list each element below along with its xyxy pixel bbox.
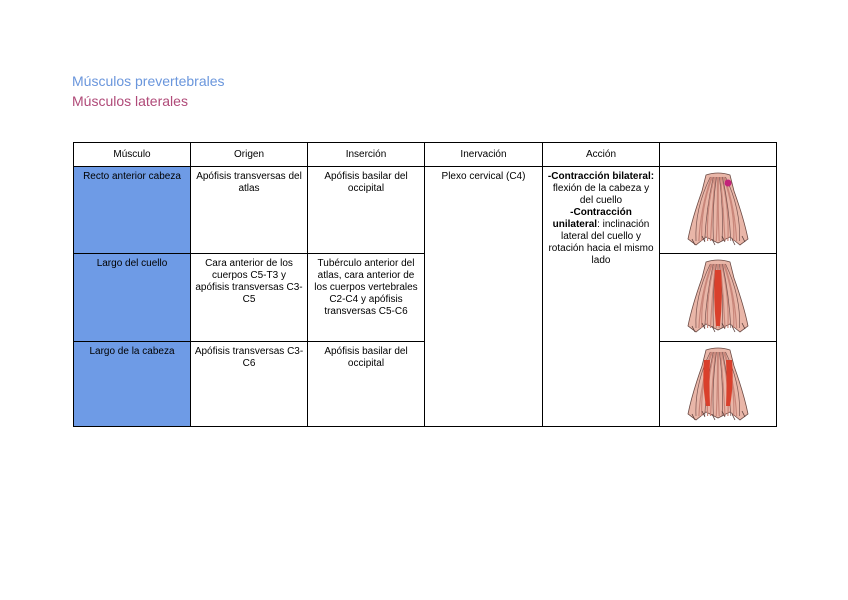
insertion-cell: Tubérculo anterior del atlas, cara anterior de los cuerpos vertebrales C2-C4 y apófisis transversas C5-C6 bbox=[308, 254, 425, 342]
neck-muscle-illustration-icon bbox=[682, 344, 754, 424]
image-cell bbox=[660, 167, 777, 254]
header-insertion: Inserción bbox=[308, 143, 425, 167]
origin-cell: Apófisis transversas C3-C6 bbox=[191, 342, 308, 427]
image-cell bbox=[660, 254, 777, 342]
muscle-name-cell: Largo del cuello bbox=[74, 254, 191, 342]
table-row bbox=[74, 167, 777, 254]
bilateral-text: flexión de la cabeza y del cuello bbox=[552, 183, 650, 206]
insertion-cell: Apófisis basilar del occipital bbox=[308, 167, 425, 254]
origin-cell: Apófisis transversas del atlas bbox=[191, 167, 308, 254]
heading-lateral: Músculos laterales bbox=[72, 93, 188, 109]
muscle-name-cell: Recto anterior cabeza bbox=[74, 167, 191, 254]
innervation-cell: Plexo cervical (C4) bbox=[425, 167, 543, 427]
unilateral-text: : inclinación lateral del cuello y rotación hacia el mismo lado bbox=[548, 219, 654, 266]
unilateral-label: -Contracción unilateral bbox=[552, 207, 632, 230]
header-muscle: Músculo bbox=[74, 143, 191, 167]
origin-cell: Cara anterior de los cuerpos C5-T3 y apófisis transversas C3-C5 bbox=[191, 254, 308, 342]
muscle-table bbox=[73, 142, 777, 427]
action-cell bbox=[543, 167, 660, 427]
image-cell bbox=[660, 342, 777, 427]
header-image bbox=[660, 143, 777, 167]
header-origin: Origen bbox=[191, 143, 308, 167]
bilateral-label: -Contracción bilateral: bbox=[547, 171, 655, 182]
header-action: Acción bbox=[543, 143, 660, 167]
insertion-cell: Apófisis basilar del occipital bbox=[308, 342, 425, 427]
table-header-row bbox=[74, 143, 777, 167]
muscle-name-cell: Largo de la cabeza bbox=[74, 342, 191, 427]
neck-muscle-illustration-icon bbox=[682, 169, 754, 249]
header-innervation: Inervación bbox=[425, 143, 543, 167]
heading-prevertebral: Músculos prevertebrales bbox=[72, 73, 225, 89]
neck-muscle-illustration-icon bbox=[682, 256, 754, 336]
